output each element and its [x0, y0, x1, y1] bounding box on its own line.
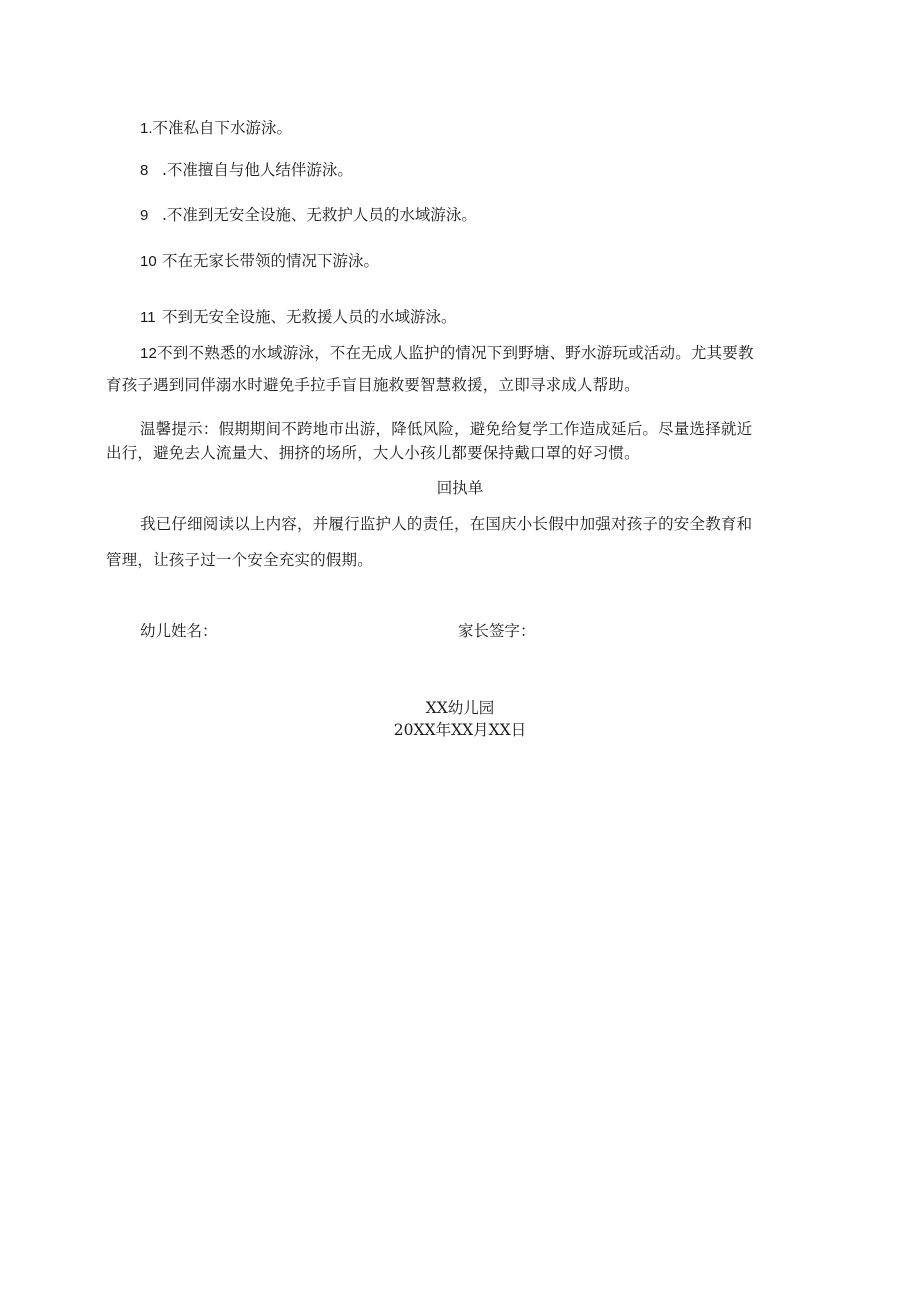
rule-item-1 — [140, 117, 292, 140]
rule-text: 不到无安全设施、无救援人员的水域游泳。 — [162, 308, 457, 326]
receipt-title: 回执单 — [436, 479, 484, 497]
rule-number: 12 — [140, 345, 158, 362]
rule-item-9 — [140, 204, 477, 227]
rule-text-line1: 不到不熟悉的水域游泳，不在无成人监护的情况下到野塘、野水游玩或活动。尤其要教 — [157, 344, 754, 362]
rule-item-8 — [140, 159, 353, 182]
document-date: 20XX年XX月XX日 — [393, 721, 527, 739]
rule-number: 11 — [140, 309, 156, 326]
rule-item-12-continuation — [106, 369, 826, 401]
rule-text: .不准擅自与他人结伴游泳。 — [162, 161, 353, 179]
rule-text: .不准到无安全设施、无救护人员的水域游泳。 — [162, 206, 477, 224]
rule-item-12 — [140, 337, 820, 370]
rule-text: 不准私自下水游泳。 — [152, 119, 293, 137]
warm-tip-line2: 出行，避免去人流量大、拥挤的场所，大人小孩儿都要保持戴口罩的好习惯。 — [106, 444, 640, 462]
rule-item-10 — [140, 250, 379, 273]
rule-number: 9 — [140, 207, 149, 224]
receipt-body-line2: 管理，让孩子过一个安全充实的假期。 — [106, 551, 373, 569]
rule-text: 不在无家长带领的情况下游泳。 — [162, 252, 380, 270]
parent-signature-label: 家长签字： — [458, 622, 536, 640]
rule-number: 10 — [140, 253, 157, 270]
receipt-body-line1: 我已仔细阅读以上内容，并履行监护人的责任，在国庆小长假中加强对孩子的安全教育和 — [140, 515, 753, 533]
rule-text-line2: 育孩子遇到同伴溺水时避免手拉手盲目施救要智慧救援，立即寻求成人帮助。 — [106, 376, 640, 394]
rule-number: 8 — [140, 162, 149, 179]
warm-tip-line1: 温馨提示：假期期间不跨地市出游，降低风险，避免给复学工作造成延后。尽量选择就近 — [140, 420, 753, 438]
rule-number: 1. — [140, 120, 153, 137]
kindergarten-name: XX幼儿园 — [425, 699, 495, 717]
rule-item-11 — [140, 306, 457, 329]
child-name-label: 幼儿姓名： — [140, 622, 218, 640]
